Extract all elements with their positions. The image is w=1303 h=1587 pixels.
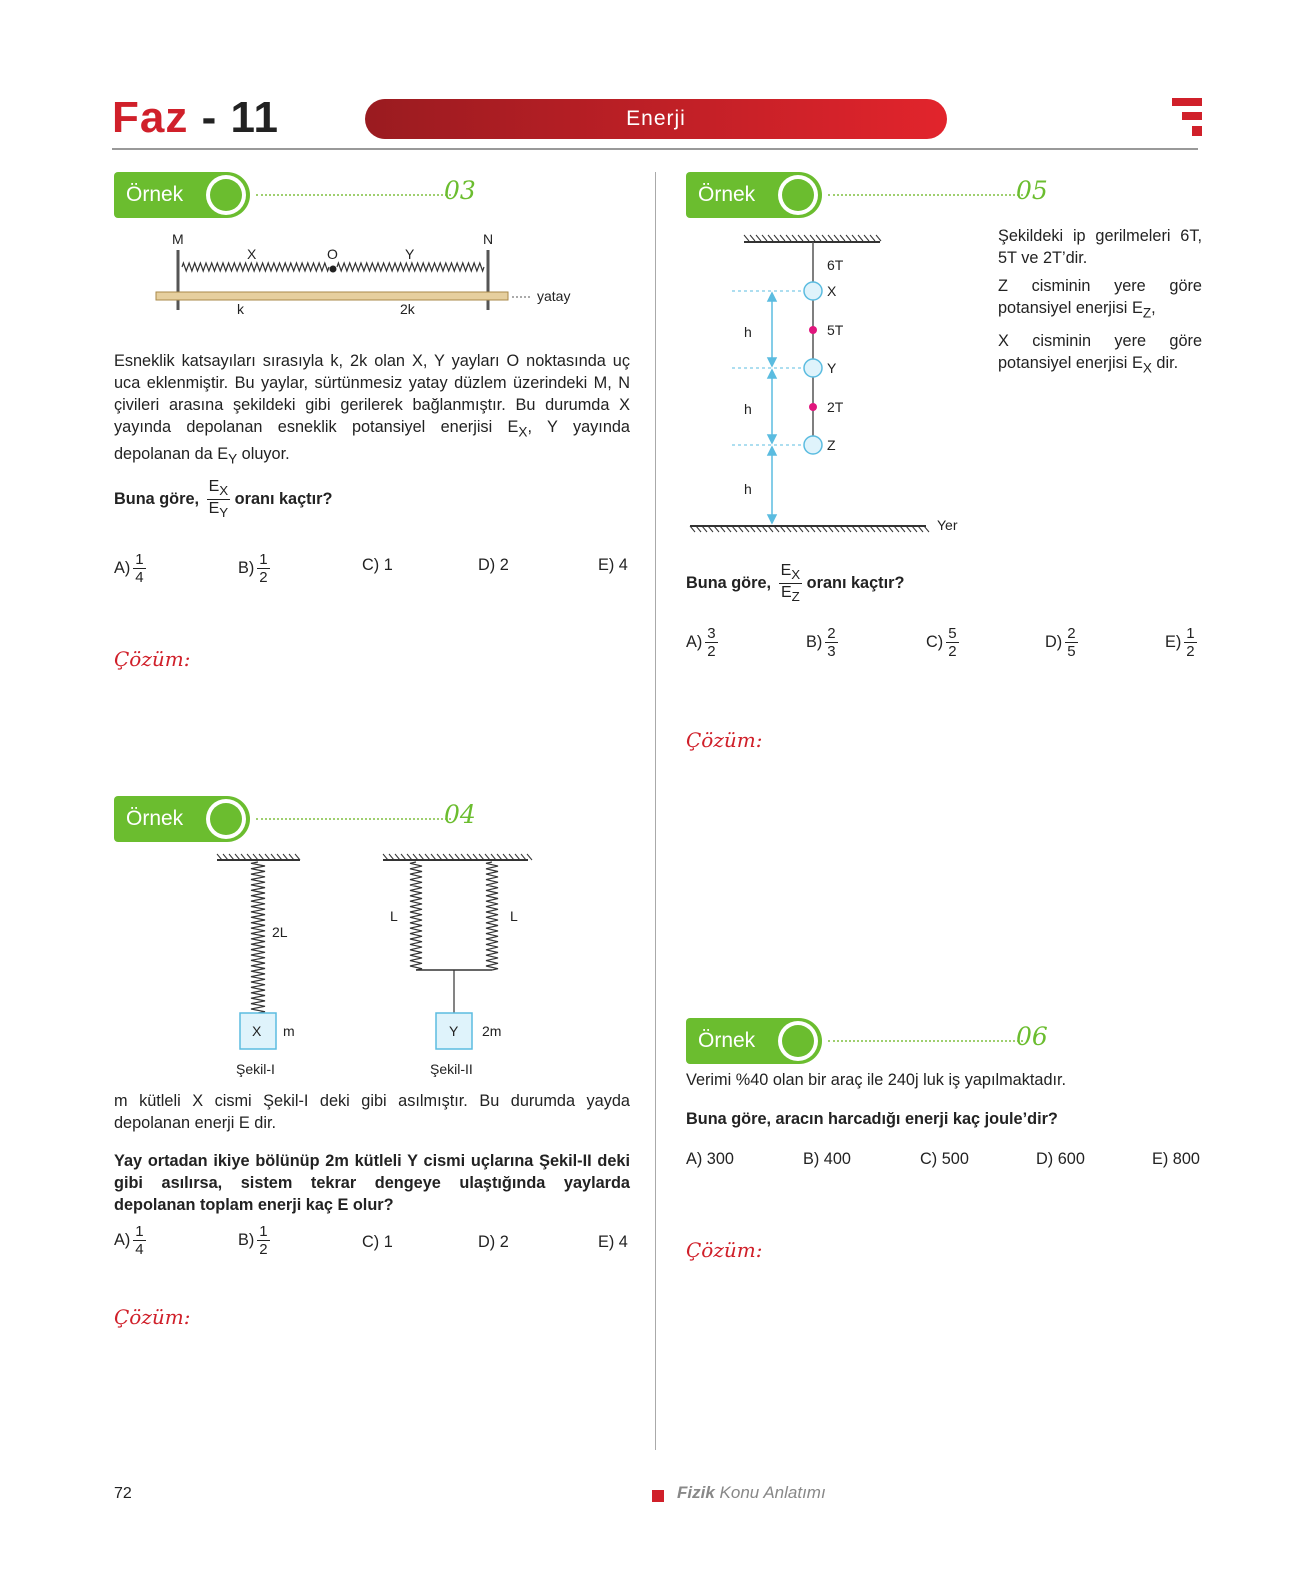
logo-dash: -: [201, 93, 218, 142]
q06-question: Buna göre, aracın harcadığı enerji kaç joule’dir?: [686, 1110, 1058, 1128]
q06-option-b[interactable]: B) 400: [803, 1150, 851, 1168]
q06-option-a[interactable]: A) 300: [686, 1150, 734, 1168]
q05-text: Şekildeki ip gerilmeleri 6T, 5T ve 2T’dir. Z cisminin yere göre potansiyel enerjisi $E_Z$, X cisminin yere göre potansiyel enerjisi $E_X$ dir.: [998, 227, 1202, 376]
label-N: N: [483, 231, 494, 247]
example-badge-06: [686, 1018, 1048, 1064]
label-sekil-2: Şekil-II: [430, 1061, 473, 1077]
q05-option-c[interactable]: C) $\frac{5}{2}$: [926, 625, 957, 660]
q03-option-d[interactable]: D) 2: [478, 556, 509, 574]
chat-bubble-icon: [778, 1021, 818, 1061]
q03-text: Esneklik katsayıları sırasıyla k, 2k olan X, Y yayları O noktasında uç uca eklenmiştir. Bu yaylar, sürtünmesiz yatay düzlem üzerindeki M, N çivileri arasına şekildeki gibi gerilerek bağlanmıştır. Bu durumda X yayında depolanan esneklik potansiyel enerjisi $E_X$, Y yayında depolanan da $E_Y$ oluyor.: [114, 352, 630, 467]
q05-question: Buna göre, $\frac{E_X}{E_Z}$ oranı kaçtır?: [686, 562, 905, 605]
ball-Z: [804, 436, 822, 454]
label-yatay: yatay: [537, 288, 571, 304]
label-5T: 5T: [827, 322, 844, 338]
q06-text: Verimi %40 olan bir araç ile 240j luk iş yapılmaktadır.: [686, 1071, 1067, 1089]
horizontal-plank: [156, 292, 508, 300]
badge-label: Örnek: [698, 183, 756, 206]
q04-option-e[interactable]: E) 4: [598, 1233, 628, 1251]
q04-solution-label: Çözüm:: [114, 1305, 191, 1329]
example-badge-05: [686, 172, 1048, 218]
badge-label: Örnek: [126, 183, 184, 206]
badge-label: Örnek: [698, 1029, 756, 1052]
label-L-right: L: [510, 908, 518, 924]
label-h-2: h: [744, 401, 752, 417]
label-h-3: h: [744, 481, 752, 497]
q04-option-c[interactable]: C) 1: [362, 1233, 393, 1251]
label-2L: 2L: [272, 924, 288, 940]
ball-X: [804, 282, 822, 300]
q03-option-c[interactable]: C) 1: [362, 556, 393, 574]
label-L-left: L: [390, 908, 398, 924]
tension-point-5T: [809, 326, 817, 334]
example-number: 06: [1016, 1022, 1048, 1051]
q04-option-b[interactable]: B) $\frac{1}{2}$: [238, 1223, 268, 1258]
label-2T: 2T: [827, 399, 844, 415]
rope-figure-05: [686, 230, 976, 535]
footer-square-icon: [652, 1490, 664, 1502]
q04-question: Yay ortadan ikiye bölünüp 2m kütleli Y cismi uçlarına Şekil-II deki gibi asılırsa, sistem tekrar dengeye ulaştığında yaylarda depolanan toplam enerji kaç E olur?: [114, 1152, 630, 1214]
chat-bubble-icon: [206, 175, 246, 215]
q05-option-d[interactable]: D) $\frac{2}{5}$: [1045, 625, 1076, 660]
label-ball-Y: Y: [827, 360, 837, 376]
label-2m: 2m: [482, 1023, 502, 1039]
chapter-title: Enerji: [626, 107, 686, 130]
q04-option-d[interactable]: D) 2: [478, 1233, 509, 1251]
q05-option-b[interactable]: B) $\frac{2}{3}$: [806, 625, 836, 660]
chat-bubble-icon: [206, 799, 246, 839]
q04-option-a[interactable]: A) $\frac{1}{4}$: [114, 1223, 144, 1258]
label-M: M: [172, 231, 184, 247]
point-O: [330, 266, 337, 273]
label-h-1: h: [744, 324, 752, 340]
badge-label: Örnek: [126, 807, 184, 830]
label-2k: 2k: [400, 301, 415, 317]
label-ball-X: X: [827, 283, 837, 299]
footer-subtitle: Konu Anlatımı: [719, 1483, 826, 1502]
q06-option-c[interactable]: C) 500: [920, 1150, 969, 1168]
label-k: k: [237, 301, 244, 317]
logo-number: 11: [230, 93, 279, 142]
logo-brand: Faz: [112, 93, 189, 142]
q03-solution-label: Çözüm:: [114, 647, 191, 671]
header-divider: [112, 148, 1198, 150]
ball-Y: [804, 359, 822, 377]
spring-figure-03: [150, 228, 600, 323]
example-badge-03: [114, 172, 476, 218]
q03-option-a[interactable]: A) $\frac{1}{4}$: [114, 551, 144, 586]
q06-solution-label: Çözüm:: [686, 1238, 763, 1262]
spring-figure-04: [200, 850, 550, 1085]
q06-option-d[interactable]: D) 600: [1036, 1150, 1085, 1168]
logo: [112, 93, 279, 142]
label-mass-X: X: [252, 1023, 262, 1039]
q03-option-b[interactable]: B) $\frac{1}{2}$: [238, 551, 268, 586]
label-sekil-1: Şekil-I: [236, 1061, 275, 1077]
label-m: m: [283, 1023, 295, 1039]
column-divider: [655, 172, 656, 1450]
label-O: O: [327, 246, 338, 262]
label-mass-Y: Y: [449, 1023, 459, 1039]
q05-solution-label: Çözüm:: [686, 728, 763, 752]
example-number: 05: [1016, 176, 1048, 205]
q03-option-e[interactable]: E) 4: [598, 556, 628, 574]
footer-subject: Fizik: [677, 1483, 715, 1502]
example-number: 03: [444, 176, 476, 205]
brand-mark-icon: [1172, 98, 1202, 140]
label-Y: Y: [405, 246, 415, 262]
q03-question: Buna göre, $\frac{E_X}{E_Y}$ oranı kaçtır?: [114, 478, 333, 521]
chapter-title-bar: [365, 99, 947, 139]
label-X: X: [247, 246, 257, 262]
example-badge-04: [114, 796, 476, 842]
footer-text: [677, 1483, 826, 1503]
label-6T: 6T: [827, 257, 844, 273]
q05-option-e[interactable]: E) $\frac{1}{2}$: [1165, 625, 1195, 660]
q04-text: m kütleli X cismi Şekil-I deki gibi asılmıştır. Bu durumda yayda depolanan enerji E dir.: [114, 1092, 630, 1132]
chat-bubble-icon: [778, 175, 818, 215]
label-yer: Yer: [937, 517, 958, 533]
q06-option-e[interactable]: E) 800: [1152, 1150, 1200, 1168]
label-ball-Z: Z: [827, 437, 836, 453]
example-number: 04: [444, 800, 476, 829]
q05-option-a[interactable]: A) $\frac{3}{2}$: [686, 625, 716, 660]
page-number: 72: [114, 1485, 132, 1502]
tension-point-2T: [809, 403, 817, 411]
